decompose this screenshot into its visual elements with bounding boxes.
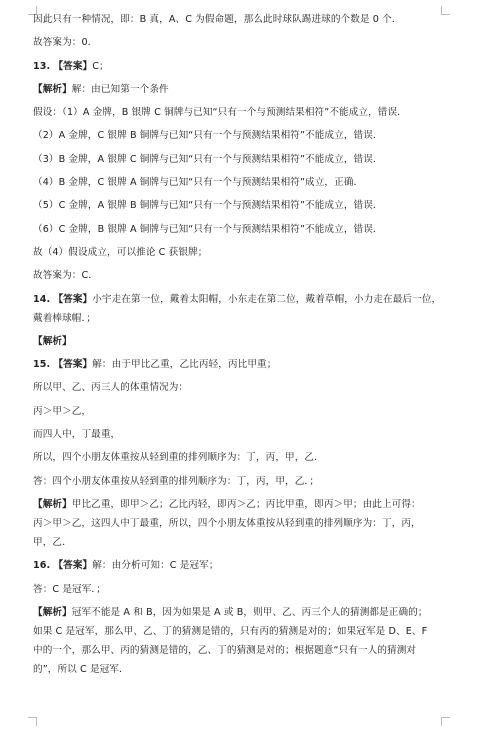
section-tag: 【解析】 — [33, 498, 72, 510]
text-line — [33, 223, 451, 236]
line-text: 小宇走在第一位，戴着太阳帽，小东走在第二位，戴着草帽，小力走在最后一位， — [92, 293, 442, 305]
line-text: （5）C 金牌，A 银牌 B 铜牌与已知“只有一个与预测结果相符”不能成立，错误． — [33, 200, 383, 212]
text-line — [33, 451, 451, 464]
text-line — [33, 625, 451, 638]
text-line — [33, 60, 451, 73]
text-line — [33, 153, 451, 166]
line-text: 所以甲、乙、丙三人的体重情况为： — [33, 382, 189, 394]
text-line — [33, 293, 451, 306]
text-line — [33, 663, 451, 676]
line-text: 而四人中，丁最重， — [33, 429, 121, 441]
text-line — [33, 269, 451, 282]
line-text: 故答案为：0． — [33, 37, 98, 49]
question-number: 16. — [33, 560, 51, 572]
section-tag: 【答案】 — [53, 359, 93, 371]
text-line — [33, 312, 451, 325]
text-line — [33, 199, 451, 212]
text-line — [33, 36, 451, 49]
document-body — [33, 13, 451, 686]
crop-mark-bottom-right — [441, 717, 450, 726]
section-tag: 【解析】 — [33, 83, 72, 95]
text-line — [33, 498, 451, 511]
text-line — [33, 129, 451, 142]
text-line — [33, 644, 451, 657]
line-text: （2）A 金牌，C 银牌 B 铜牌与已知“只有一个与预测结果相符”不能成立，错误． — [33, 130, 383, 142]
text-line — [33, 606, 451, 619]
text-line — [33, 428, 451, 441]
question-number: 14. — [33, 293, 51, 305]
text-line — [33, 246, 451, 259]
line-text: 冠军不能是 A 和 B，因为如果是 A 或 B，则甲、乙、丙三个人的猜测都是正确的； — [71, 606, 428, 618]
line-text: 假设：（1）A 金牌，B 银牌 C 铜牌与已知“只有一个与预测结果相符”不能成立，错误． — [33, 107, 407, 119]
line-text: 中的一个，那么甲、丙的猜测是错的，乙、丁的猜测是对的；根据题意“只有一人的猜测对 — [33, 644, 417, 656]
text-line — [33, 176, 451, 189]
line-text: （4）B 金牌，C 银牌 A 铜牌与已知“只有一个与预测结果相符”成立，正确． — [33, 177, 364, 189]
line-text: 故答案为：C． — [33, 270, 98, 282]
line-text: （6）C 金牌，B 银牌 A 铜牌与已知“只有一个与预测结果相符”不能成立，错误． — [33, 223, 383, 235]
section-tag: 【答案】 — [53, 293, 93, 305]
section-tag: 【解析】 — [33, 606, 72, 618]
text-line — [33, 583, 451, 596]
text-line — [33, 559, 451, 572]
text-line — [33, 475, 451, 488]
text-line — [33, 381, 451, 394]
line-text: 戴着棒球帽．； — [33, 312, 97, 324]
line-text: 如果 C 是冠军，那么甲、乙、丁的猜测是错的，只有丙的猜测是对的；如果冠军是 D、E、F — [33, 625, 428, 637]
section-tag: 【答案】 — [53, 560, 93, 572]
section-tag: 【答案】 — [53, 60, 93, 72]
text-line — [33, 517, 451, 530]
question-number: 13. — [33, 60, 51, 72]
crop-mark-bottom-left — [28, 717, 37, 726]
line-text: 丙＞甲＞乙， — [33, 405, 92, 417]
line-text: 答：四个小朋友体重按从轻到重的排列顺序为：丁，丙，甲，乙．； — [33, 475, 320, 487]
line-text: 解：由于甲比乙重，乙比丙轻，丙比甲重； — [92, 359, 277, 371]
text-line — [33, 83, 451, 96]
line-text: 甲比乙重，即甲＞乙；乙比丙轻，即丙＞乙；丙比甲重，即丙＞甲；由此上可得： — [71, 498, 421, 510]
question-number: 15. — [33, 359, 51, 371]
line-text: 所以，四个小朋友体重按从轻到重的排列顺序为：丁，丙，甲，乙． — [33, 452, 324, 464]
text-line — [33, 358, 451, 371]
line-text: 解：由分析可知：C 是冠军； — [92, 560, 219, 572]
text-line — [33, 335, 451, 348]
line-text: 丙＞甲＞乙，这四人中丁最重，所以，四个小朋友体重按从轻到重的排列顺序为：丁，丙， — [33, 517, 421, 529]
text-line — [33, 405, 451, 418]
text-line — [33, 536, 451, 549]
line-text: 解：由已知第一个条件 — [71, 83, 169, 95]
line-text: 甲，乙． — [33, 536, 72, 548]
line-text: 的”，所以 C 是冠军． — [33, 663, 129, 675]
line-text: 因此只有一种情况，即：B 真，A、C 为假命题，那么此时球队踢进球的个数是 0 个． — [33, 14, 402, 25]
line-text: 答：C 是冠军．； — [33, 583, 107, 595]
text-line — [33, 13, 451, 26]
text-line — [33, 106, 451, 119]
section-tag: 【解析】 — [33, 335, 72, 347]
line-text: C； — [92, 60, 109, 72]
line-text: 故（4）假设成立，可以推论 C 获银牌； — [33, 246, 208, 258]
line-text: （3）B 金牌，A 银牌 C 铜牌与已知“只有一个与预测结果相符”不能成立，错误． — [33, 153, 383, 165]
